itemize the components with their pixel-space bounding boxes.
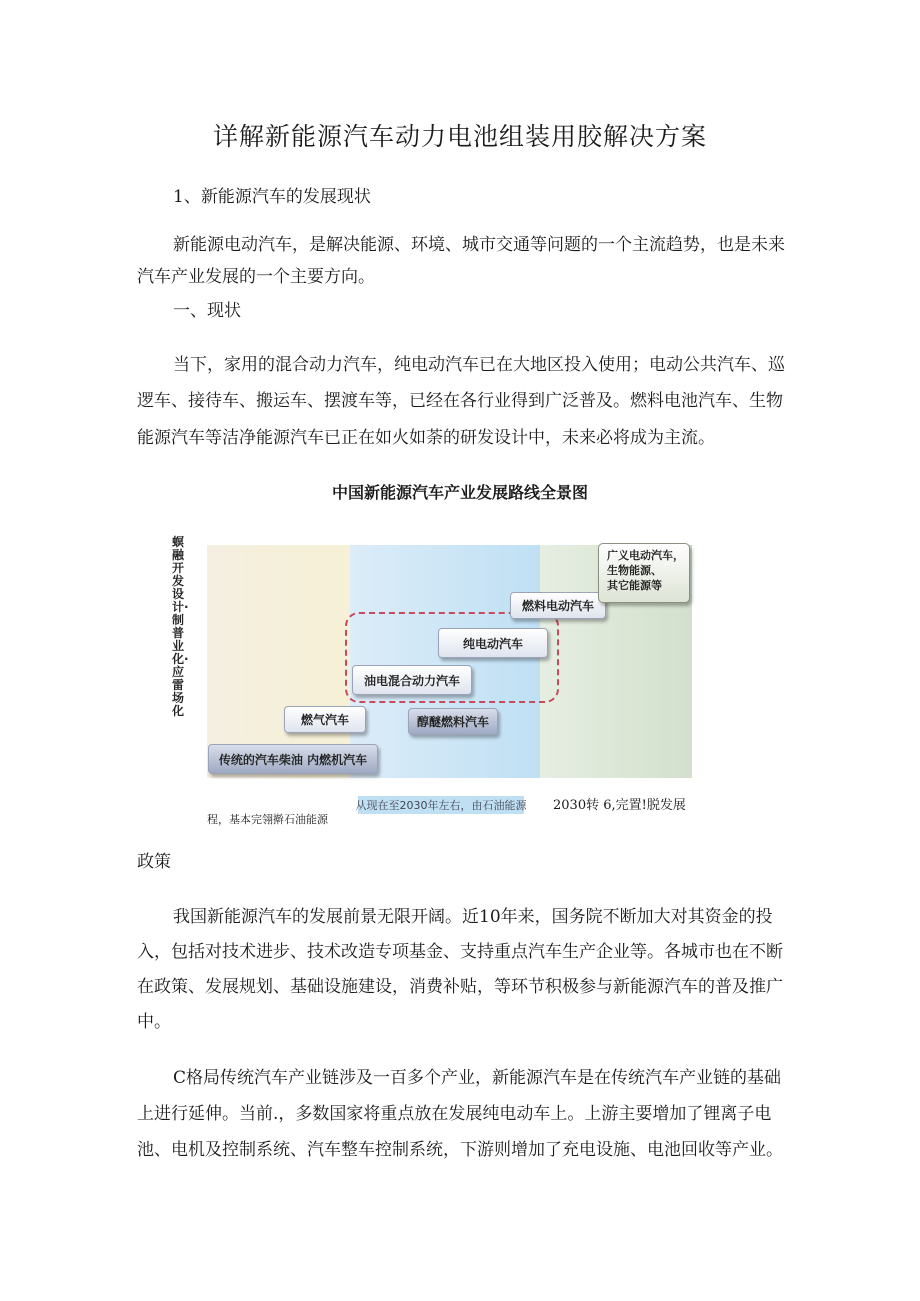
box-broad-line: 广义电动汽车， (607, 549, 684, 562)
box-traditional: 传统的汽车柴油 内燃机汽车 (208, 744, 378, 774)
paragraph-line: 上进行延伸。当前.，多数国家将重点放在发展纯电动车上。上游主要增加了锂离子电 (137, 1104, 772, 1124)
box-ev: 纯电动汽车 (438, 628, 548, 658)
policy-word: 政策 (137, 852, 171, 872)
paragraph-line: 入，包括对技术进步、技术改造专项基金、支持重点汽车生产企业等。各城市也在不断 (137, 942, 783, 962)
box-ether: 醇醚燃料汽车 (408, 708, 498, 735)
paragraph-line: 我国新能源汽车的发展前景无限开阔。近10年来，国务院不断加大对其资金的投 (173, 907, 773, 927)
figure-title: 中国新能源汽车产业发展路线全景图 (331, 483, 588, 502)
figure-caption-right: 2030转 6,完置!脱发展 (553, 798, 686, 813)
figure-caption-left: 程，基本完翎擀石油能源 (207, 813, 328, 826)
paragraph-line: 逻车、接待车、搬运车、摆渡车等，已经在各行业得到广泛普及。燃料电池汽车、生物 (137, 391, 783, 411)
paragraph-line: 新能源电动汽车，是解决能源、环境、城市交通等问题的一个主流趋势，也是未来 (173, 235, 785, 255)
figure-y-axis-label: 螟融 开发设计·制普业化·应雷场化 (172, 535, 189, 718)
figure-caption-highlight: 从现在至2030年左右，由石油能源 (358, 796, 524, 814)
box-broad-ev (598, 543, 690, 603)
box-gas: 燃气汽车 (284, 706, 366, 733)
subheading: 一、现状 (173, 301, 241, 321)
box-hybrid: 油电混合动力汽车 (352, 665, 472, 695)
section-heading: 1、新能源汽车的发展现状 (173, 187, 371, 207)
paragraph-line: 在政策、发展规划、基础设施建设，消费补贴，等环节积极参与新能源汽车的普及推广 (137, 977, 783, 997)
paragraph-line: 汽车产业发展的一个主要方向。 (137, 267, 375, 287)
box-broad-line: 生物能源、 (607, 564, 662, 577)
paragraph-line: C格局传统汽车产业链涉及一百多个产业，新能源汽车是在传统汽车产业链的基础 (173, 1068, 782, 1088)
box-broad-line: 其它能源等 (607, 579, 662, 592)
page-title: 详解新能源汽车动力电池组装用胶解决方案 (212, 122, 707, 151)
paragraph-line: 能源汽车等洁净能源汽车已正在如火如荼的研发设计中，未来必将成为主流。 (137, 428, 715, 448)
paragraph-line: 中。 (137, 1012, 171, 1032)
box-fuel-cell: 燃料电动汽车 (510, 592, 606, 619)
paragraph-line: 当下，家用的混合动力汽车，纯电动汽车已在大地区投入使用；电动公共汽车、巡 (173, 355, 785, 375)
paragraph-line: 池、电机及控制系统、汽车整车控制系统，下游则增加了充电设施、电池回收等产业。 (137, 1140, 783, 1160)
